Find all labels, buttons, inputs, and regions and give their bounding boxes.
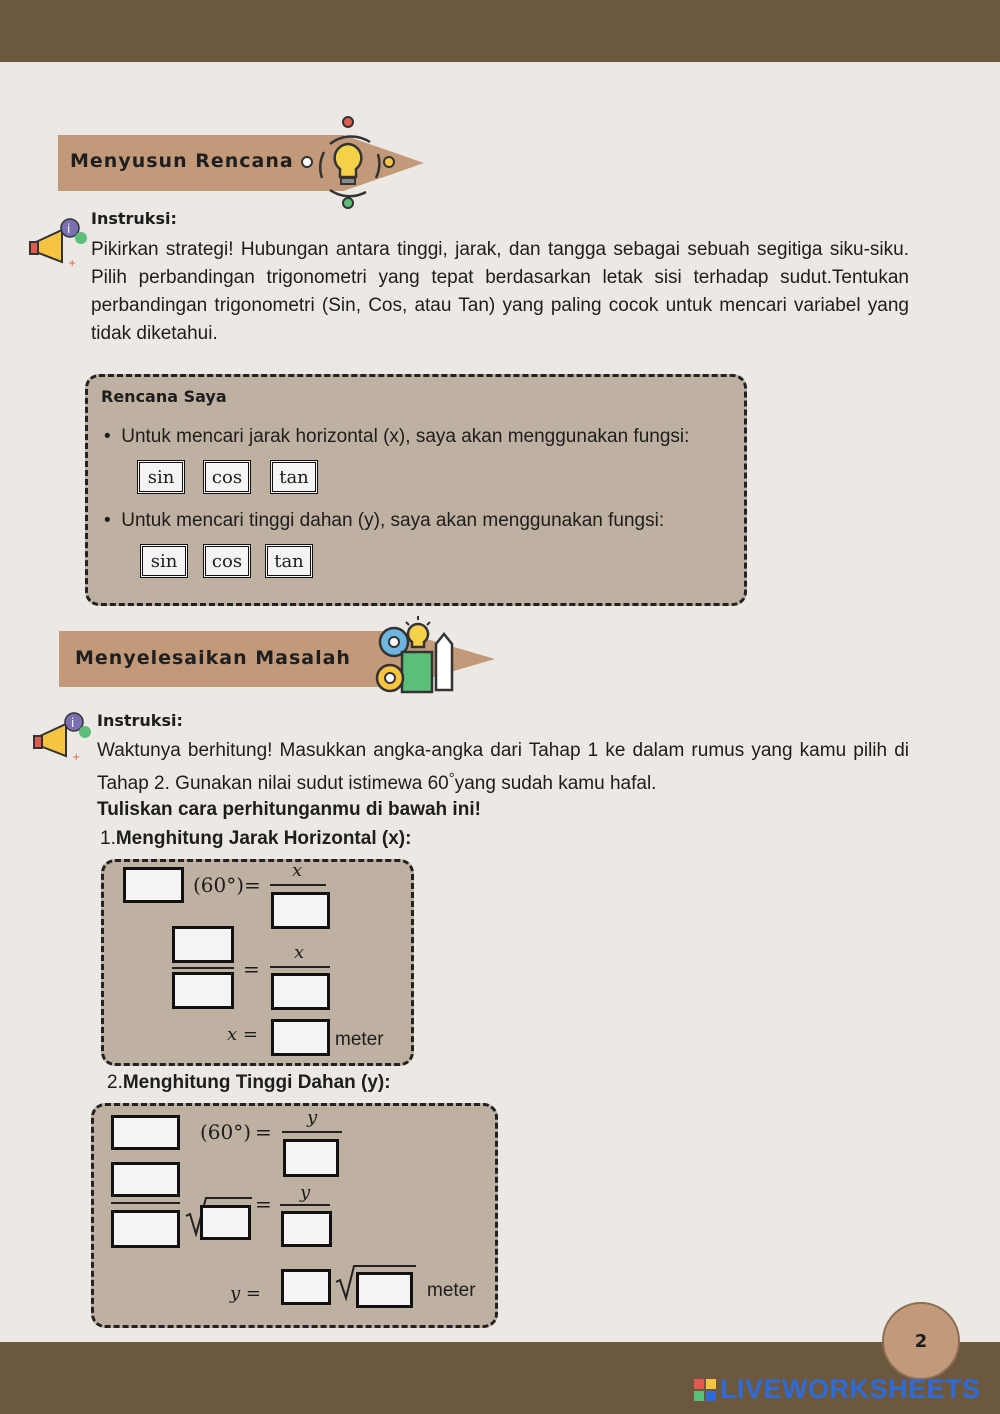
- liveworksheets-icon: [694, 1379, 716, 1401]
- plan-item-2: [104, 510, 664, 532]
- answer-input[interactable]: [281, 1211, 332, 1247]
- svg-text:i: i: [71, 716, 75, 730]
- answer-input[interactable]: [200, 1205, 251, 1240]
- option-tan-y[interactable]: tan: [265, 544, 313, 578]
- answer-input[interactable]: [123, 867, 184, 903]
- option-cos-x[interactable]: cos: [203, 460, 251, 494]
- equals-sign: =: [244, 873, 261, 897]
- y-equals: y =: [230, 1283, 261, 1304]
- bullet-dot: •: [104, 510, 122, 531]
- fraction-line: [280, 1204, 330, 1206]
- top-bar: [0, 0, 1000, 62]
- equals-sign: =: [255, 1192, 272, 1216]
- fraction-line: [172, 967, 234, 969]
- instruction-label: Instruksi:: [91, 209, 177, 228]
- answer-input[interactable]: [271, 1019, 330, 1056]
- megaphone-info-icon: [32, 710, 96, 766]
- equals-sign: =: [255, 1120, 272, 1144]
- x-equals: x =: [227, 1024, 258, 1045]
- step2-title: Menghitung Tinggi Dahan (y):: [122, 1072, 391, 1093]
- svg-text:i: i: [67, 222, 71, 236]
- answer-input[interactable]: [111, 1115, 180, 1150]
- equals-sign: =: [243, 957, 260, 981]
- option-cos-y[interactable]: cos: [203, 544, 251, 578]
- instruction-text-2b: yang sudah kamu hafal.: [454, 773, 657, 794]
- fraction-line: [270, 884, 326, 886]
- step2-heading: [107, 1072, 391, 1094]
- plan-item-1: [104, 426, 689, 448]
- megaphone-info-icon: [28, 216, 92, 272]
- step1-title: Menghitung Jarak Horizontal (x):: [115, 828, 412, 849]
- gear-idea-icon: [372, 614, 458, 700]
- var-y: y: [300, 1182, 311, 1203]
- var-x: x: [292, 860, 303, 881]
- step2-num: 2.: [107, 1072, 123, 1093]
- fraction-line: [111, 1202, 180, 1204]
- answer-input[interactable]: [111, 1162, 180, 1197]
- step1-num: 1.: [100, 828, 116, 849]
- svg-text:+: +: [68, 258, 77, 269]
- var-x: x: [294, 942, 305, 963]
- answer-input[interactable]: [356, 1272, 413, 1308]
- option-tan-x[interactable]: tan: [270, 460, 318, 494]
- section-title-plan: Menyusun Rencana: [70, 150, 294, 172]
- page-number: 2: [882, 1302, 960, 1380]
- answer-input[interactable]: [271, 973, 330, 1010]
- brand-text: LIVEWORKSHEETS: [720, 1374, 981, 1404]
- answer-input[interactable]: [111, 1210, 180, 1248]
- option-sin-x[interactable]: sin: [137, 460, 185, 494]
- var-y: y: [307, 1107, 318, 1128]
- step1-heading: [100, 828, 411, 850]
- svg-text:+: +: [72, 752, 81, 763]
- answer-input[interactable]: [281, 1269, 331, 1305]
- unit-meter: meter: [335, 1029, 384, 1050]
- plan-item-1-text: Untuk mencari jarak horizontal (x), saya akan menggunakan fungsi:: [121, 426, 690, 447]
- option-sin-y[interactable]: sin: [140, 544, 188, 578]
- instruction-text-2: [97, 737, 909, 798]
- answer-input[interactable]: [172, 926, 234, 963]
- write-prompt: Tuliskan cara perhitunganmu di bawah ini!: [97, 799, 481, 820]
- plan-item-2-text: Untuk mencari tinggi dahan (y), saya akan menggunakan fungsi:: [121, 510, 665, 531]
- degree-sign: °: [448, 770, 455, 787]
- answer-input[interactable]: [283, 1139, 339, 1177]
- section-title-solve: Menyelesaikan Masalah: [75, 647, 351, 669]
- lightbulb-cycle-icon: [300, 114, 400, 212]
- instruction-label: Instruksi:: [97, 711, 183, 730]
- answer-input[interactable]: [172, 972, 234, 1009]
- fraction-line: [282, 1131, 342, 1133]
- fraction-line: [270, 966, 330, 968]
- unit-meter: meter: [427, 1280, 476, 1301]
- instruction-text: Pikirkan strategi! Hubungan antara tinggi, jarak, dan tangga sebagai sebuah segitiga siku-siku. Pilih perbandingan trigonometri yang tepat berdasarkan letak sisi terhadap sudut.Tentukan perbandingan trigonometri (Sin, Cos, atau Tan) yang paling cocok untuk mencari variabel yang tidak diketahui.: [91, 239, 909, 344]
- liveworksheets-logo: [694, 1374, 981, 1405]
- bullet-dot: •: [104, 426, 122, 447]
- answer-input[interactable]: [271, 892, 330, 929]
- plan-title: Rencana Saya: [101, 387, 227, 406]
- instruction-text-2a: Waktunya berhitung! Masukkan angka-angka dari Tahap 1 ke dalam rumus yang kamu pilih di Tahap 2. Gunakan nilai sudut istimewa 60: [97, 740, 909, 794]
- angle-60: (60°): [193, 873, 245, 897]
- angle-60: (60°): [200, 1120, 252, 1144]
